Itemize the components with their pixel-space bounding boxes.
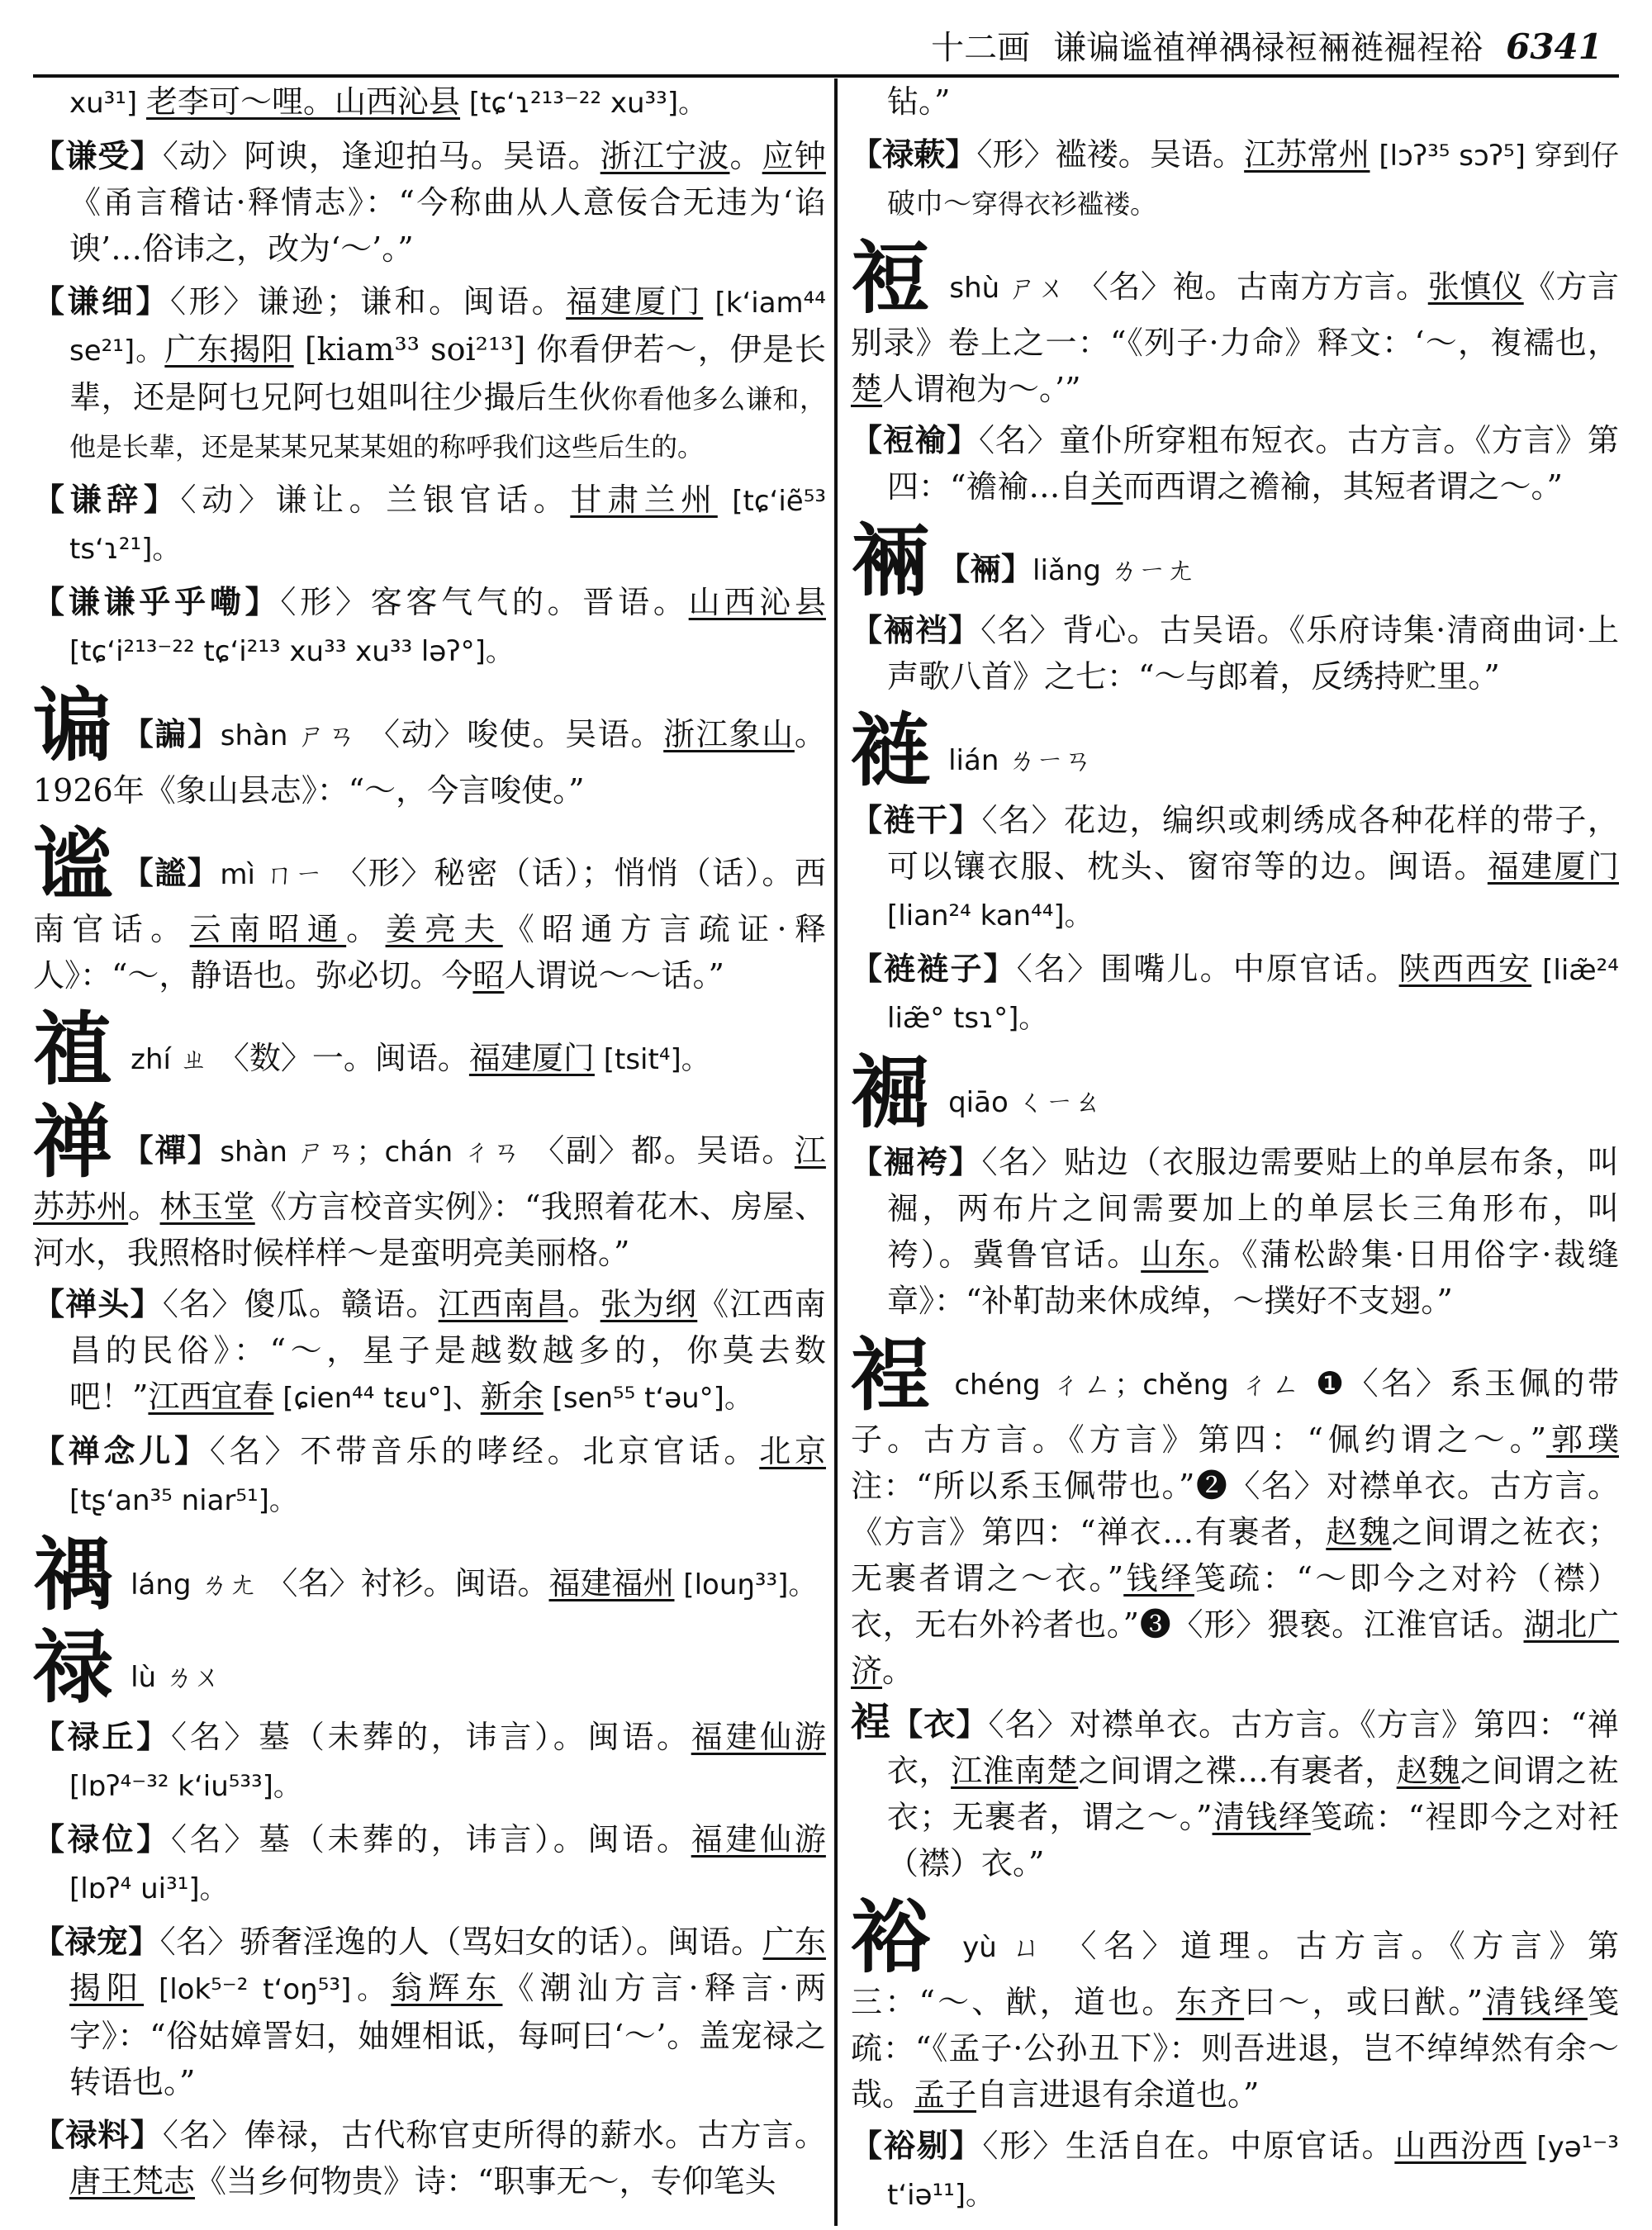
entry-headword: 【裋褕】 [851,421,979,458]
entry-headword: 【禄蔌】 [851,135,977,173]
entry-headword: 裎【衣】 [851,1699,989,1745]
dict-entry: 【禄丘】〈 名 〉 墓（未葬的，讳言）。闽语。福建仙游 [lɒʔ⁴⁻³² kʻiu⁵³³]。 [33,1714,826,1810]
entry-headword: 【谦受】 [33,137,163,174]
char-entry: 裕 yù ㄩ 〈 名 〉 道理。古方言。《方言》第三：“～、猷，道也。东齐曰～，或曰猷。”清钱绎笺疏：“《孟子·公孙丑下》：则吾进退，岂不绰绰然有余～哉。孟子自言进退有余道也。” [851,1896,1619,2118]
right-column [851,78,1619,2222]
dict-entry: 【禄宠】〈 名 〉 骄奢淫逸的人（骂妇女的话）。闽语。广东揭阳 [lok⁵⁻² tʻoŋ⁵³]。翁辉东《潮汕方言·释言·两字》：“俗姑嫜詈妇，妯娌相诋，每呵曰‘～’。盖宠禄之转语也。” [33,1919,826,2105]
entry-headword: 【禄位】 [33,1820,171,1858]
continued-entry: 钻。” [887,83,951,120]
char-entry: 禃 zhí ㄓ 〈 数 〉 一。闽语。福建厦门 [tsit⁴]。 [33,1008,826,1091]
headword-char: 禄 [33,1620,112,1714]
entry-headword: 【裲裆】 [851,611,981,648]
dict-entry: 【禄位】〈 名 〉 墓（未葬的，讳言）。闽语。福建仙游 [lɒʔ⁴ ui³¹]。 [33,1816,826,1912]
dict-entry: 【裲裆】〈 名 〉 背心。古吴语。《乐府诗集·清商曲词·上声歌八首》之七：“～与郎着，反绣持贮里。” [851,607,1619,700]
dict-entry: 【禄蔌】〈 形 〉 褴褛。吴语。江苏常州 [lɔʔ³⁵ sɔʔ⁵] 穿到仔破巾～穿得衣衫褴褛。 [851,131,1619,227]
entry-headword: 【裕剔】 [851,2127,983,2164]
page-number: 6341 [1506,26,1602,67]
dict-entry: 【裢裢子】〈 名 〉 围嘴儿。中原官话。陕西西安 [liæ̃²⁴ liæ̃° tsɿ°]。 [851,946,1619,1041]
entry-headword: 【谦细】 [33,282,171,320]
char-entry: 裎 chéng ㄔㄥ；chěng ㄔㄥ ❶〈名〉系玉佩的带子。古方言。《方言》第四：“佩约谓之～。”郭璞注：“所以系玉佩带也。”❷〈名〉对襟单衣。古方言。《方言》第四：“禅衣…有裹者，赵魏之间谓之袏衣；无裹者谓之～衣。”钱绎笺疏：“～即今之对衿（襟）衣，无右外衿者也。”❸〈形〉猥亵。江淮官话。湖北广济。 [851,1328,1619,1689]
dict-entry: 【禄料】〈 名 〉 俸禄，古代称官吏所得的薪水。古方言。唐王梵志《当乡何物贵》诗：“职事无～，专仰笔头 [33,2112,826,2204]
header-chars: 谦谝谧禃禅禑禄裋裲裢䘿裎裕 [1053,29,1483,67]
char-entry: 禅 【禪】shàn ㄕㄢ；chán ㄔㄢ 〈 副 〉 都。吴语。江苏苏州。林玉堂《方言校音实例》：“我照着花木、房屋、河水，我照格时候样样～是蛮明亮美丽格。” [33,1101,826,1276]
entry-headword: 【裢裢子】 [851,950,1017,987]
dict-entry: 【䘿袴】〈 名 〉 贴边（衣服边需要贴上的单层布条，叫䘿，两布片之间需要加上的单层长三角形布，叫袴）。冀鲁官话。山东。《蒲松龄集·日用俗字·裁缝章》：“补靪劼来休成绰，～撲好不支翅。” [851,1139,1619,1324]
headword-char: 䘿 [851,1046,930,1139]
entry-headword: 【䘿袴】 [851,1143,982,1180]
headword-char: 裋 [851,231,931,325]
dict-entry: 【裢干】〈 名 〉 花边，编织或刺绣成各种花样的带子，可以镶衣服、枕头、窗帘等的边。闽语。福建厦门 [lian²⁴ kan⁴⁴]。 [851,797,1619,939]
char-entry: 裋 shù ㄕㄨ 〈 名 〉 袍。古南方方言。张慎仪《方言别录》卷上之一：“《列子·力命》释文：‘～，複襦也，楚人谓袍为～。’” [851,237,1619,412]
headword-char: 裕 [851,1891,938,1984]
entry-headword: 【谦谦乎乎嘞】 [33,583,281,620]
char-entry: 谧 【謐】mì ㄇㄧ 〈 形 〉 秘密（话）；悄悄（话）。西南官话。云南昭通。姜亮夫《昭通方言疏证·释人》：“～，静语也。弥必切。今昭人谓说～～话。” [33,823,826,999]
left-column [33,78,826,2222]
headword-char: 禃 [33,1003,112,1096]
entry-headword: 【禄丘】 [33,1718,171,1755]
headword-char: 谝 [33,679,114,772]
continued-entry: xu³¹] 老李可～哩。山西沁县 [tɕʻɿ²¹³⁻²² xu³³]。 [69,83,707,120]
entry-headword: 【谦辞】 [33,481,181,518]
entry-headword: 【禅头】 [33,1285,163,1322]
headword-char: 谧 [33,818,114,911]
dict-entry: 【禅头】〈 名 〉 傻瓜。赣语。江西南昌。张为纲《江西南昌的民俗》：“～，星子是越数越多的，你莫去数吧！”江西宜春 [ɕien⁴⁴ tɛu°]、新余 [sen⁵⁵ tʻəu°]。 [33,1281,826,1421]
dict-entry: 【谦辞】〈 动 〉 谦让。兰银官话。甘肃兰州 [tɕʻiẽ⁵³ tsʻɿ²¹]。 [33,477,826,572]
section-label: 十二画 [931,29,1031,67]
headword-char: 裎 [851,1328,933,1421]
char-entry: 谝 【諞】shàn ㄕㄢ 〈 动 〉 唆使。吴语。浙江象山。1926年《象山县志》：“～，今言唆使。” [33,685,826,814]
dict-entry: 【谦细】〈 形 〉 谦逊；谦和。闽语。福建厦门 [kʻiam⁴⁴ se²¹]。广东揭阳 [kiam³³ soi²¹³] 你看伊若～，伊是长辈，还是阿乜兄阿乜姐叫往少撮后生伙你看他多么谦和，他是长辈，还是某某兄某某姐的称呼我们这些后生的。 [33,278,826,470]
headword-char: 裢 [851,704,930,797]
header-right [931,21,1602,69]
char-entry: 裲 【裲】liǎng ㄌㄧㄤ [851,514,1194,607]
column-divider [834,78,838,2226]
dict-entry: 【谦受】〈 动 〉 阿谀，逢迎拍马。吴语。浙江宁波。应钟《甬言稽诂·释情志》：“今称曲从人意佞合无违为‘谄谀’…俗讳之，改为‘～’。” [33,133,826,272]
char-entry: 禄 lù ㄌㄨ [33,1620,221,1714]
dict-entry: 【谦谦乎乎嘞】〈 形 〉 客客气气的。晋语。山西沁县 [tɕʻi²¹³⁻²² tɕʻi²¹³ xu³³ xu³³ ləʔ°]。 [33,579,826,675]
char-entry: 䘿 qiāo ㄑㄧㄠ [851,1046,1102,1139]
dict-entry: 【裋褕】〈 名 〉 童仆所穿粗布短衣。古方言。《方言》第四：“襜褕…自关而西谓之襜褕，其短者谓之～。” [851,417,1619,510]
char-entry: 裢 lián ㄌㄧㄢ [851,704,1093,797]
dict-entry: 裎【衣】〈 名 〉 对襟单衣。古方言。《方言》第四：“禅衣，江淮南楚之间谓之褋…有裹者，赵魏之间谓之袏衣；无裹者，谓之～。”清钱绎笺疏：“裎即今之对衽（襟）衣。” [851,1699,1619,1886]
headword-char: 禑 [33,1528,112,1621]
entry-headword: 【禅念儿】 [33,1432,210,1469]
char-entry: 禑 láng ㄌㄤ 〈 名 〉 衬衫。闽语。福建福州 [louŋ³³]。 [33,1534,826,1616]
dict-entry: 【裕剔】〈 形 〉 生活自在。中原官话。山西汾西 [yə¹⁻³ tʻiə¹¹]。 [851,2123,1619,2218]
entry-headword: 【禄宠】 [33,1923,160,1960]
dict-entry: 【禅念儿】〈 名 〉 不带音乐的哮经。北京官话。北京 [tʂʻan³⁵ niar⁵¹]。 [33,1428,826,1524]
page-header [33,10,1619,78]
entry-headword: 【裢干】 [851,801,982,838]
headword-char: 禅 [33,1095,114,1189]
entry-headword: 【禄料】 [33,2116,163,2153]
headword-char: 裲 [851,514,930,607]
